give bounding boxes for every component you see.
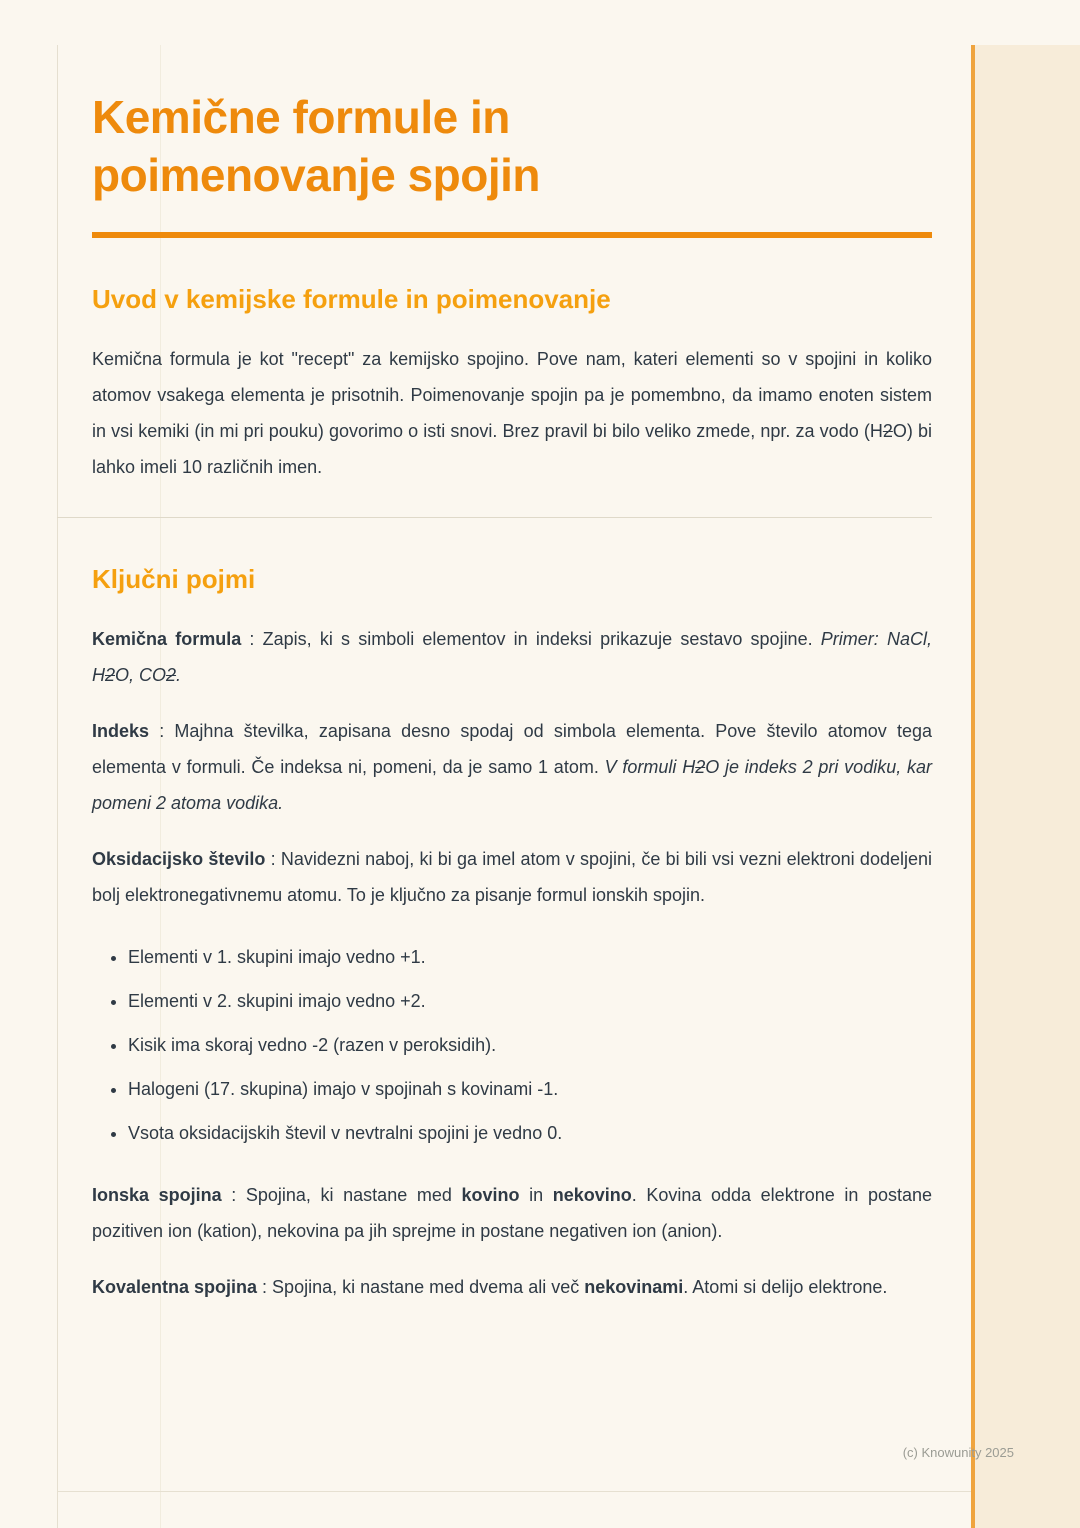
definition-ionska-spojina: Ionska spojina : Spojina, ki nastane med kovino in nekovino. Kovina odda elektrone in postane pozitiven ion (kation), nekovina pa jih sprejme in postane negativen ion (anion).	[92, 1185, 933, 1241]
oxidation-rules-list	[92, 939, 932, 1151]
page-title	[92, 88, 932, 204]
list-item-group1: • Elementi v 1. skupini imajo vedno +1.	[128, 939, 932, 975]
bottom-page-rule	[57, 1491, 971, 1492]
section-divider	[57, 517, 932, 518]
list-item-oxygen: • Kisik ima skoraj vedno -2 (razen v peroksidih).	[128, 1027, 932, 1063]
list-item-halogens: • Halogeni (17. skupina) imajo v spojinah s kovinami -1.	[128, 1071, 932, 1107]
definition-kemicna-formula: Kemična formula : Zapis, ki s simboli elementov in indeksi prikazuje sestavo spojine. Primer: NaCl, H2O, CO2.	[92, 629, 932, 685]
right-margin-band	[975, 45, 1080, 1528]
title-underline-rule	[92, 232, 932, 238]
document-content	[92, 0, 932, 1305]
right-accent-bar	[971, 45, 975, 1528]
intro-paragraph: Kemična formula je kot "recept" za kemijsko spojino. Pove nam, kateri elementi so v spojini in koliko atomov vsakega elementa je prisotnih. Poimenovanje spojin pa je pomembno, da imamo enoten sistem in vsi kemiki (in mi pri pouku) govorimo o isti snovi. Brez pravil bi bilo veliko zmede, npr. za vodo (H2O) bi lahko imeli 10 različnih imen.	[92, 349, 932, 477]
definition-kovalentna-spojina: Kovalentna spojina : Spojina, ki nastane med dvema ali več nekovinami. Atomi si delijo elektrone.	[92, 1277, 888, 1297]
left-page-rule	[57, 45, 58, 1528]
page-title-line1: Kemične formule in	[92, 91, 510, 143]
section-heading-key-concepts: Ključni pojmi	[92, 564, 256, 594]
copyright-notice: (c) Knowunity 2025	[902, 1445, 1014, 1460]
section-heading-intro: Uvod v kemijske formule in poimenovanje	[92, 284, 611, 314]
definition-indeks: Indeks : Majhna številka, zapisana desno spodaj od simbola elementa. Pove število atomov tega elementa v formuli. Če indeksa ni, pomeni, da je samo 1 atom. V formuli H2O je indeks 2 pri vodiku, kar pomeni 2 atoma vodika.	[92, 721, 933, 813]
list-item-sum-rule: • Vsota oksidacijskih števil v nevtralni spojini je vedno 0.	[128, 1115, 932, 1151]
list-item-group2: • Elementi v 2. skupini imajo vedno +2.	[128, 983, 932, 1019]
page-title-line2: poimenovanje spojin	[92, 149, 541, 201]
definition-oksidacijsko-stevilo: Oksidacijsko število : Navidezni naboj, ki bi ga imel atom v spojini, če bi bili vsi vezni elektroni dodeljeni bolj elektronegativnemu atomu. To je ključno za pisanje formul ionskih spojin.	[92, 849, 932, 905]
